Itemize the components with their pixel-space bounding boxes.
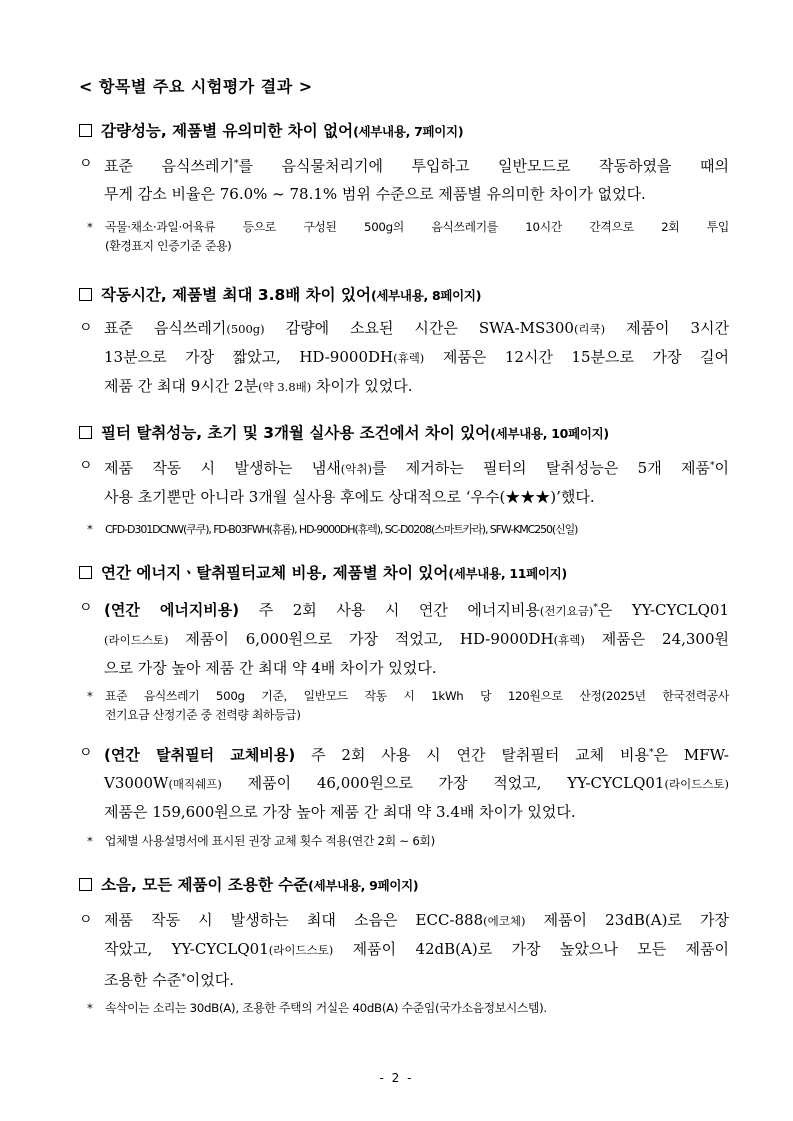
bullet-line: (연간 에너지비용) 주 2회 사용 시 연간 에너지비용(전기요금)*은 YY-CYCLQ01 — [104, 601, 729, 619]
footnote-line: 전기요금 산정기준 중 전력량 최하등급) — [105, 708, 301, 722]
footnote-mark: * — [181, 973, 186, 983]
heading-detail: (세부내용, 8페이지) — [370, 288, 482, 303]
bullet-line: 으로 가장 높아 제품 간 최대 약 4배 차이가 있었다. — [104, 659, 437, 677]
bullet-line: V3000W(매직쉐프) 제품이 46,000원으로 가장 적었고, YY-CYCLQ01(라이드스토) — [104, 774, 729, 792]
bullet-line: (연간 탈취필터 교체비용) 주 2회 사용 시 연간 탈취필터 교체 비용*은 MFW- — [104, 746, 729, 764]
footnote-mark: * — [593, 603, 598, 613]
checkbox-square-icon — [79, 878, 92, 891]
bullet-line: 제품 작동 시 발생하는 최대 소음은 ECC-888(에코체) 제품이 23dB(A)로 가장 — [104, 911, 729, 929]
heading-detail: (세부내용, 9페이지) — [308, 878, 419, 893]
bullet-marker: ㅇ — [79, 320, 93, 336]
heading-detail: (세부내용, 10페이지) — [490, 426, 609, 441]
section-heading-deodorization — [79, 421, 609, 443]
footnote-line: 곡물·채소·과일·어육류 등으로 구성된 500g의 음식쓰레기를 10시간 간격으로 2회 투입 — [105, 220, 729, 234]
bullet-line: 표준 음식쓰레기(500g) 감량에 소요된 시간은 SWA-MS300(리쿡) 제품이 3시간 — [104, 319, 730, 337]
bullet-marker: ㅇ — [79, 912, 93, 928]
bullet-line: (라이드스토) 제품이 6,000원으로 가장 적었고, HD-9000DH(휴렉) 제품은 24,300원 — [104, 630, 729, 648]
page-title: < 항목별 주요 시험평가 결과 > — [79, 77, 313, 96]
footnote-marker: * — [87, 834, 93, 848]
footnote-line: 속삭이는 소리는 30dB(A), 조용한 주택의 거실은 40dB(A) 수준임(국가소음정보시스템). — [105, 1001, 547, 1015]
bullet-weight-reduction — [79, 150, 729, 208]
bullet-annual-energy-cost — [79, 594, 729, 682]
bullet-marker: ㅇ — [79, 600, 93, 616]
bullet-line: 표준 음식쓰레기*를 음식물처리기에 투입하고 일반모드로 작동하였을 때의 — [104, 157, 729, 175]
footnote-marker: * — [87, 689, 93, 703]
page-number: - 2 - — [379, 1071, 414, 1085]
footnote-line: 업체별 사용설명서에 표시된 권장 교체 횟수 적용(연간 2회 ~ 6회) — [105, 834, 435, 848]
heading-text: 필터 탈취성능, 초기 및 3개월 실사용 조건에서 차이 있어 — [101, 424, 491, 442]
heading-text: 감량성능, 제품별 유의미한 차이 없어 — [101, 122, 354, 140]
bullet-line: 제품 간 최대 9시간 2분(약 3.8배) 차이가 있었다. — [104, 377, 413, 395]
footnote-mark: * — [648, 748, 654, 758]
heading-text: 연간 에너지ㆍ탈취필터교체 비용, 제품별 차이 있어 — [101, 564, 449, 582]
section-heading-annual-cost — [79, 561, 567, 583]
footnote — [87, 687, 729, 725]
section-heading-noise — [79, 873, 418, 895]
footnote-mark: * — [233, 159, 239, 169]
section-heading-operating-time — [79, 283, 481, 305]
bullet-line: 작았고, YY-CYCLQ01(라이드스토) 제품이 42dB(A)로 가장 높았으나 모든 제품이 — [104, 940, 730, 958]
bullet-line: 무게 감소 비율은 76.0% ~ 78.1% 범위 수준으로 제품별 유의미한 차이가 없었다. — [104, 185, 646, 203]
section-heading-weight-reduction — [79, 119, 463, 141]
bullet-marker: ㅇ — [79, 458, 93, 474]
heading-detail: (세부내용, 7페이지) — [353, 124, 464, 139]
footnote-marker: * — [87, 1001, 93, 1015]
heading-text: 작동시간, 제품별 최대 3.8배 차이 있어 — [101, 286, 371, 304]
bullet-line: 조용한 수준*이었다. — [104, 971, 234, 989]
footnote — [87, 520, 729, 539]
footnote-line: 표준 음식쓰레기 500g 기준, 일반모드 작동 시 1kWh 당 120원으로 산정(2025년 한국전력공사 — [105, 689, 729, 703]
bullet-marker: ㅇ — [79, 745, 93, 761]
bullet-noise — [79, 906, 729, 994]
footnote — [87, 999, 729, 1018]
heading-text: 소음, 모든 제품이 조용한 수준 — [101, 876, 309, 894]
bullet-deodorization — [79, 452, 729, 511]
footnote-marker: * — [87, 522, 93, 536]
footnote — [87, 218, 729, 256]
footnote-line: CFD-D301DCNW(쿠쿠), FD-B03FWH(휴롬), HD-9000DH(휴렉), SC-D0208(스마트카라), SFW-KMC250(신일) — [105, 523, 578, 536]
checkbox-square-icon — [79, 426, 92, 439]
footnote-line: (환경표지 인증기준 준용) — [105, 239, 232, 253]
bullet-annual-filter-cost — [79, 739, 729, 826]
footnote — [87, 832, 729, 851]
bullet-operating-time — [79, 314, 729, 401]
checkbox-square-icon — [79, 288, 92, 301]
bullet-line: 제품은 159,600원으로 가장 높아 제품 간 최대 약 3.4배 차이가 있었다. — [104, 803, 576, 821]
bullet-line: 제품 작동 시 발생하는 냄새(악취)를 제거하는 필터의 탈취성능은 5개 제품*이 — [104, 459, 729, 477]
footnote-marker: * — [87, 220, 93, 234]
footnote-mark: * — [710, 461, 715, 471]
bullet-line: 사용 초기뿐만 아니라 3개월 실사용 후에도 상대적으로 ‘우수(★★★)’했다. — [104, 488, 595, 506]
heading-detail: (세부내용, 11페이지) — [448, 566, 567, 581]
checkbox-square-icon — [79, 124, 92, 137]
bullet-line: 13분으로 가장 짧았고, HD-9000DH(휴렉) 제품은 12시간 15분으로 가장 길어 — [104, 348, 729, 366]
checkbox-square-icon — [79, 566, 92, 579]
bullet-marker: ㅇ — [79, 156, 93, 172]
